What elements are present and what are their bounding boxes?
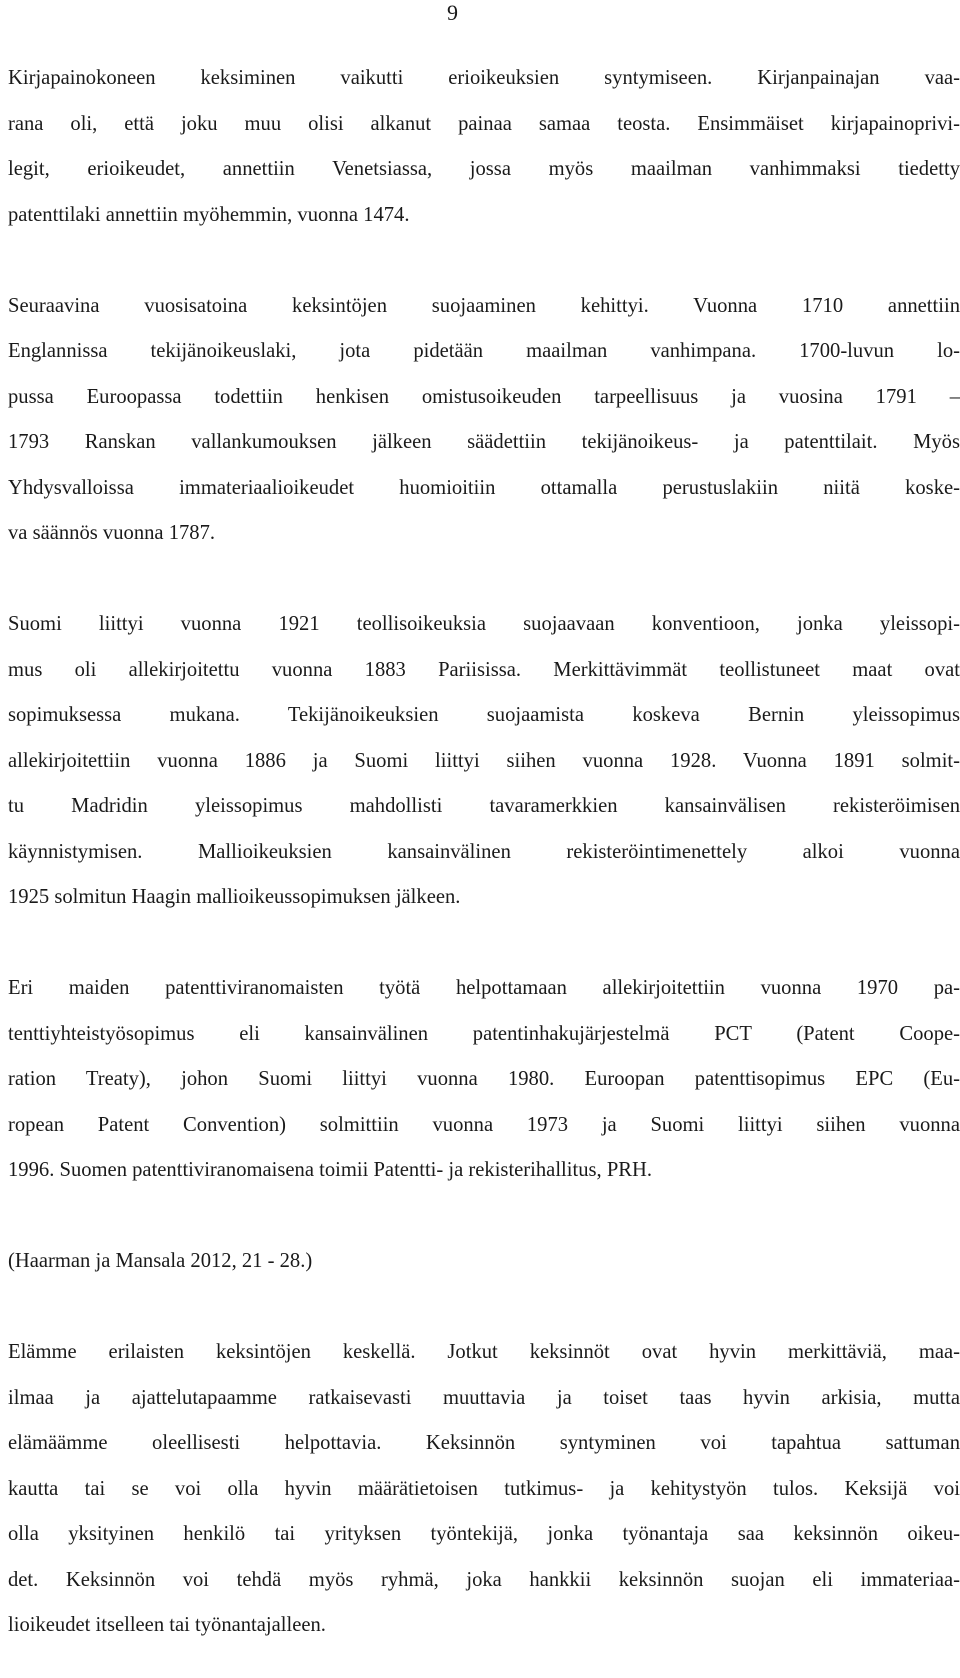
text-line: va säännös vuonna 1787. <box>8 522 216 544</box>
text-line: Elämme erilaisten keksintöjen keskellä. Jotkut keksinnöt ovat hyvin merkittäviä, maa- <box>8 1341 960 1363</box>
text-line: Englannissa tekijänoikeuslaki, jota pidetään maailman vanhimpana. 1700-luvun lo- <box>8 340 960 362</box>
text-line: 1996. Suomen patenttiviranomaisena toimii Patentti- ja rekisterihallitus, PRH. <box>8 1159 653 1181</box>
text-line: pussa Euroopassa todettiin henkisen omistusoikeuden tarpeellisuus ja vuosina 1791 – <box>8 385 960 408</box>
text-line: Yhdysvalloissa immateriaalioikeudet huomioitiin ottamalla perustuslakiin niitä koske- <box>8 476 960 499</box>
text-line: Suomi liittyi vuonna 1921 teollisoikeuksia suojaavaan konventioon, jonka yleissopi- <box>8 613 960 635</box>
text-line: kautta tai se voi olla hyvin määrätietoisen tutkimus- ja kehitystyön tulos. Keksijä voi <box>8 1477 960 1500</box>
text-line: ration Treaty), johon Suomi liittyi vuonna 1980. Euroopan patenttisopimus EPC (Eu- <box>8 1068 960 1090</box>
text-line: lioikeudet itselleen tai työnantajalleen. <box>8 1614 326 1636</box>
text-line: elämäämme oleellisesti helpottavia. Keksinnön syntyminen voi tapahtua sattuman <box>8 1432 960 1454</box>
paragraph-printing-privileges <box>8 56 960 238</box>
paragraph-finland-conventions <box>8 602 960 921</box>
text-line: det. Keksinnön voi tehdä myös ryhmä, joka hankkii keksinnön suojan eli immateriaa- <box>8 1568 960 1591</box>
citation-line: (Haarman ja Mansala 2012, 21 - 28.) <box>8 1250 313 1272</box>
text-line: tu Madridin yleissopimus mahdollisti tavaramerkkien kansainvälisen rekisteröimisen <box>8 795 960 817</box>
text-line: sopimuksessa mukana. Tekijänoikeuksien suojaamista koskeva Bernin yleissopimus <box>8 704 960 726</box>
document-body <box>8 56 960 1649</box>
text-line: patenttilaki annettiin myöhemmin, vuonna 1474. <box>8 203 410 226</box>
text-line: ropean Patent Convention) solmittiin vuonna 1973 ja Suomi liittyi siihen vuonna <box>8 1113 960 1136</box>
page-number: 9 <box>447 0 458 25</box>
text-line: Eri maiden patenttiviranomaisten työtä helpottamaan allekirjoitettiin vuonna 1970 pa- <box>8 977 960 999</box>
text-line: legit, erioikeudet, annettiin Venetsiassa, jossa myös maailman vanhimmaksi tiedetty <box>8 158 960 180</box>
paragraph-citation <box>8 1239 960 1285</box>
text-line: allekirjoitettiin vuonna 1886 ja Suomi liittyi siihen vuonna 1928. Vuonna 1891 solmit- <box>8 749 960 772</box>
text-line: rana oli, että joku muu olisi alkanut painaa samaa teosta. Ensimmäiset kirjapainoprivi- <box>8 112 960 135</box>
text-line: 1925 solmitun Haagin mallioikeussopimuksen jälkeen. <box>8 886 461 908</box>
paragraph-copyright-history <box>8 284 960 557</box>
text-line: Seuraavina vuosisatoina keksintöjen suojaaminen kehittyi. Vuonna 1710 annettiin <box>8 294 960 317</box>
text-line: mus oli allekirjoitettu vuonna 1883 Pariisissa. Merkittävimmät teollistuneet maat ovat <box>8 658 960 681</box>
text-line: 1793 Ranskan vallankumouksen jälkeen säädettiin tekijänoikeus- ja patenttilait. Myös <box>8 431 960 453</box>
text-line: Kirjapainokoneen keksiminen vaikutti erioikeuksien syntymiseen. Kirjanpainajan vaa- <box>8 67 960 89</box>
text-line: olla yksityinen henkilö tai yrityksen työntekijä, jonka työnantaja saa keksinnön oikeu- <box>8 1523 960 1545</box>
paragraph-patent-cooperation <box>8 966 960 1194</box>
paragraph-inventions <box>8 1330 960 1649</box>
text-line: ilmaa ja ajattelutapaamme ratkaisevasti muuttavia ja toiset taas hyvin arkisia, mutta <box>8 1386 960 1409</box>
text-line: tenttiyhteistyösopimus eli kansainvälinen patentinhakujärjestelmä PCT (Patent Coope- <box>8 1022 960 1045</box>
text-line: käynnistymisen. Mallioikeuksien kansainvälinen rekisteröintimenettely alkoi vuonna <box>8 840 960 863</box>
